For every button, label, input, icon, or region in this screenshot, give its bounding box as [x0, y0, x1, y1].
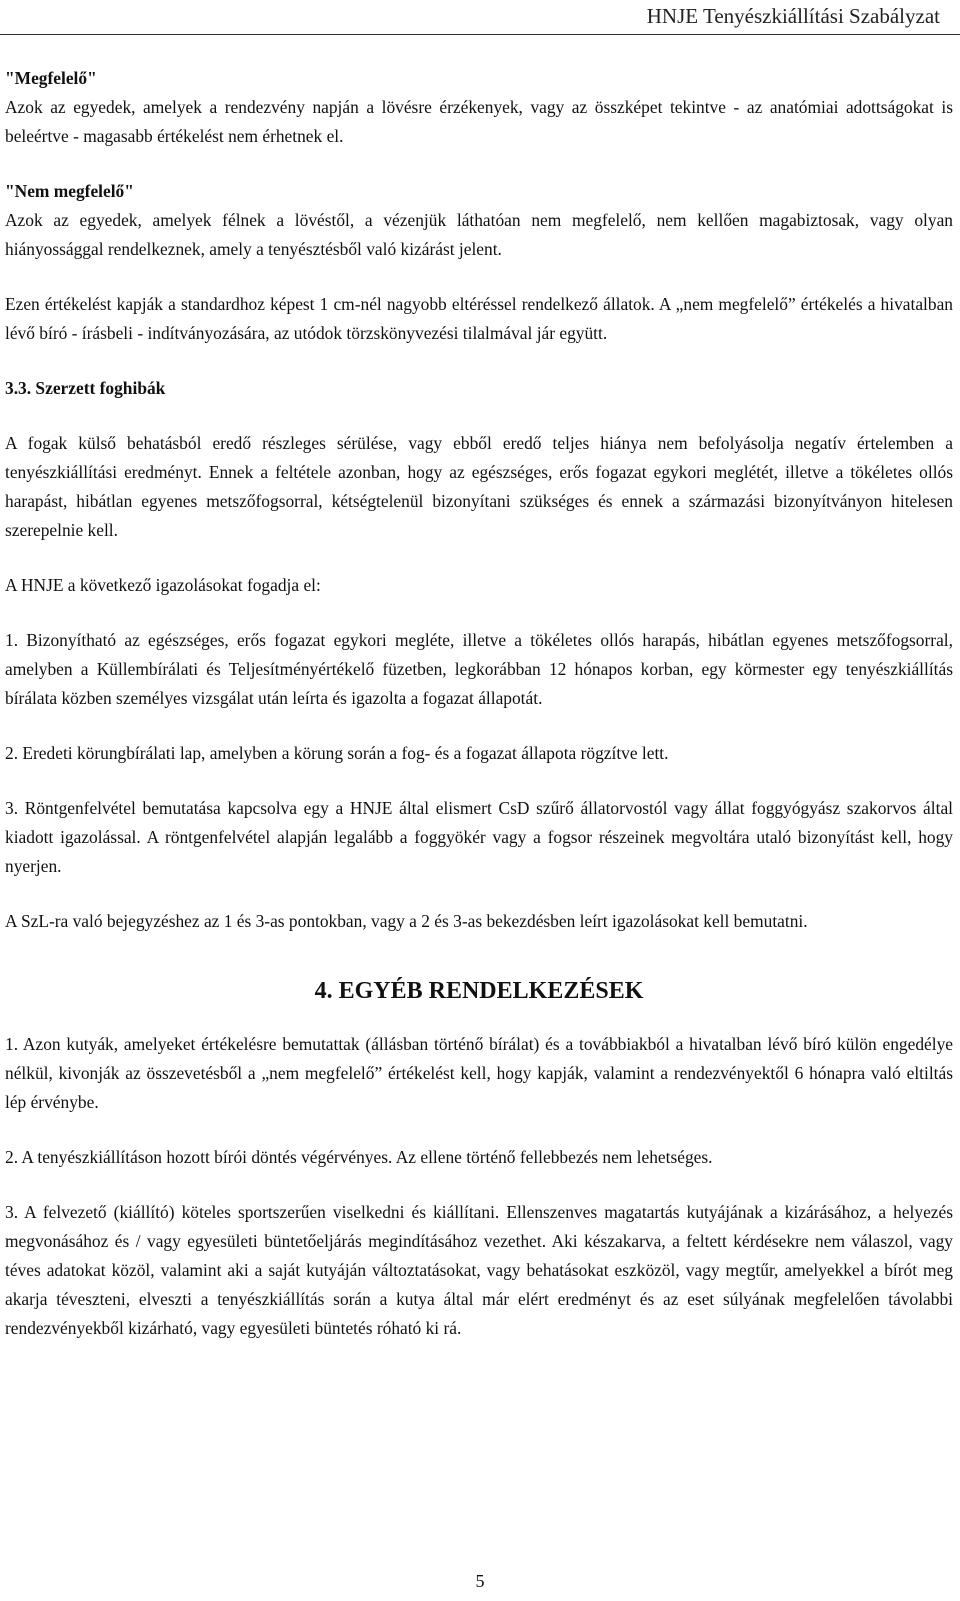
heading-nem-megfelelo: "Nem megfelelő" — [5, 181, 134, 201]
list-item-2: 2. Eredeti körungbírálati lap, amelyben a körung során a fog- és a fogazat állapota rögzítve lett. — [5, 743, 669, 763]
list-item-1: 1. Bizonyítható az egészséges, erős fogazat egykori megléte, illetve a tökéletes ollós harapás, hibátlan egyenes metszőfogsorral, amelyben a Küllembírálati és Teljesítményértékelő füzetben, legkorábban 12 hónapos korban, egy körmester egy tenyészkiállítás bírálata közben személyes vizsgálat után leírta és igazolta a fogazat állapotát. — [5, 630, 953, 708]
paragraph-nem-megfelelo: Azok az egyedek, amelyek félnek a lövéstől, a vézenjük láthatóan nem megfelelő, nem kellően magabiztosak, vagy olyan hiányossággal rendelkeznek, amely a tenyésztésből való kizárást jelent. — [5, 210, 953, 259]
provision-3: 3. A felvezető (kiállító) köteles sportszerűen viselkedni és kiállítani. Ellenszenves magatartás kutyájának a kizárásához, a helyezés megvonásához és / vagy egyesületi büntetőeljárás megindításához vezethet. Aki készakarva, a feltett kérdésekre nem válaszol, vagy téves adatokat közöl, valamint aki a saját kutyáján változtatásokat, vagy behatásokat eszközöl, vagy megtűr, amelyekkel a bírót meg akarja téveszteni, elveszti a tenyészkiállítás során a kutya által már elért eredményt és az eset súlyának megfelelően távolabbi rendezvényekből kizárható, vagy egyesületi büntetés róható ki rá. — [5, 1202, 953, 1338]
page-number: 5 — [475, 1571, 485, 1591]
paragraph-fogak: A fogak külső behatásból eredő részleges sérülése, vagy ebből eredő teljes hiánya nem befolyásolja negatív értelemben a tenyészkiállítási eredményt. Ennek a feltétele azonban, hogy az egészséges, erős fogazat egykori meglétét, illetve a tökéletes ollós harapást, hibátlan egyenes metszőfogsorral, kétségtelenül bizonyítani szükséges és ennek a származási bizonyítványon hitelesen szerepelnie kell. — [5, 433, 953, 540]
header-divider — [0, 34, 960, 35]
section-heading-3-3: 3.3. Szerzett foghibák — [5, 378, 166, 398]
running-header-title: HNJE Tenyészkiállítási Szabályzat — [646, 4, 940, 28]
paragraph-szl: A SzL-ra való bejegyzéshez az 1 és 3-as pontokban, vagy a 2 és 3-as bekezdésben leírt igazolásokat kell bemutatni. — [5, 911, 808, 931]
paragraph-ezen-ertekelest: Ezen értékelést kapják a standardhoz képest 1 cm-nél nagyobb eltéréssel rendelkező állatok. A „nem megfelelő” értékelés a hivatalban lévő bíró - írásbeli - indítványozására, az utódok törzskönyvezési tilalmával jár együtt. — [5, 294, 953, 343]
page-body — [5, 64, 953, 1343]
provision-2: 2. A tenyészkiállításon hozott bírói döntés végérvényes. Az ellene történő fellebbezés nem lehetséges. — [5, 1147, 713, 1167]
section-heading-4: 4. EGYÉB RENDELKEZÉSEK — [314, 978, 644, 1004]
provision-1: 1. Azon kutyák, amelyeket értékelésre bemutattak (állásban történő bírálat) és a továbbiakból a hivatalban lévő bíró külön engedélye nélkül, kivonják az összevetésből a „nem megfelelő” értékelést kell, hogy kapják, valamint a rendezvényektől 6 hónapra való eltiltás lép érvénybe. — [5, 1034, 953, 1112]
paragraph-megfelelo: Azok az egyedek, amelyek a rendezvény napján a lövésre érzékenyek, vagy az összképet tekintve - az anatómiai adottságokat is beleértve - magasabb értékelést nem érhetnek el. — [5, 97, 953, 146]
list-item-3: 3. Röntgenfelvétel bemutatása kapcsolva egy a HNJE által elismert CsD szűrő állatorvostól vagy állat foggyógyász szakorvos által kiadott igazolással. A röntgenfelvétel alapján legalább a foggyökér vagy a fogsor részeinek megvoltára utaló bizonyítást kell, hogy nyerjen. — [5, 798, 953, 876]
paragraph-hnje-intro: A HNJE a következő igazolásokat fogadja el: — [5, 575, 321, 595]
heading-megfelelo: "Megfelelő" — [5, 68, 97, 88]
